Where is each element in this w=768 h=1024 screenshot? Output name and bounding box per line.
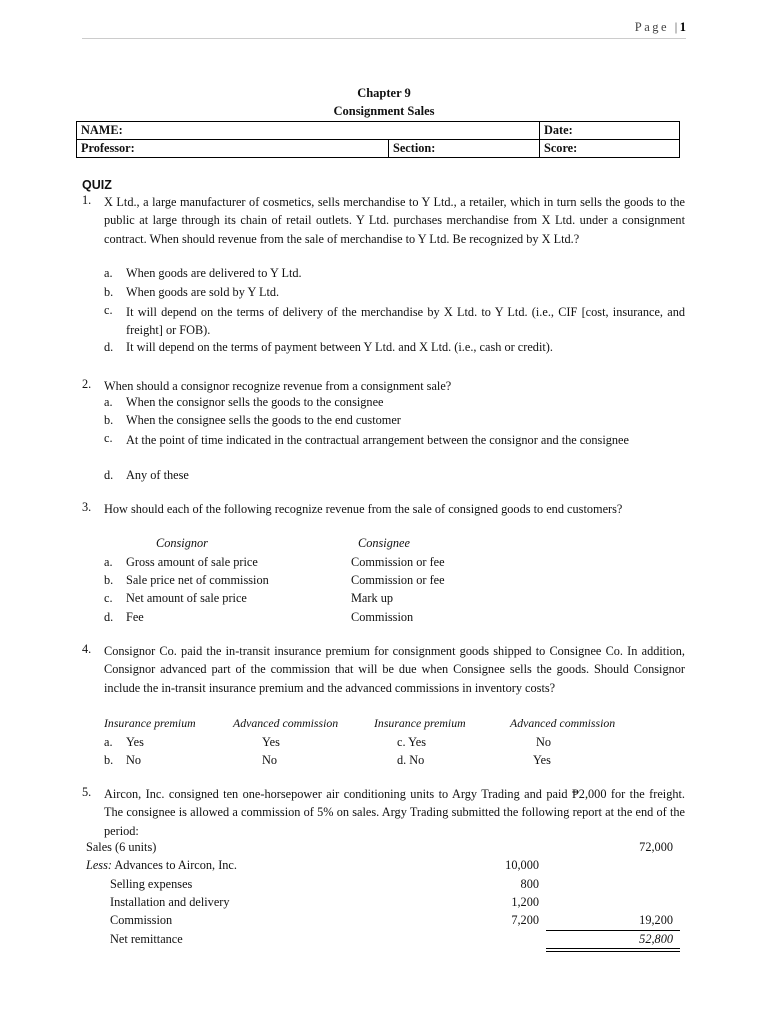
q3-d-consignor[interactable]: Fee <box>126 610 144 624</box>
q3-letter-c: c. <box>104 591 113 605</box>
q4-text: Consignor Co. paid the in-transit insurance premium for consignment goods shipped to Consignee Co. In addition, Consignor advanced part of the commission that will be due when Consignee sells the goods. Should Consignor include the in-transit insurance premium and the advanced commissions in inventory costs? <box>104 644 685 695</box>
date-field[interactable]: Date: <box>540 122 680 140</box>
name-field[interactable]: NAME: <box>77 122 540 140</box>
q2-option-b[interactable]: When the consignee sells the goods to the end customer <box>126 413 401 427</box>
q3-b-consignor[interactable]: Sale price net of commission <box>126 573 269 587</box>
section-field[interactable]: Section: <box>389 140 540 158</box>
q1-option-c[interactable]: It will depend on the terms of delivery of the merchandise by X Ltd. to Y Ltd. (i.e., CIF [cost, insurance, and freight] or FOB). <box>126 305 685 338</box>
report-installation-label: Installation and delivery <box>110 895 230 909</box>
q3-d-consignee[interactable]: Commission <box>351 610 414 624</box>
q4-letter-a: a. <box>104 735 113 749</box>
q2-option-d[interactable]: Any of these <box>126 468 189 482</box>
q4-letter-b: b. <box>104 753 114 767</box>
q3-col-consignee: Consignee <box>358 536 410 550</box>
q4-b-commission[interactable]: No <box>262 753 278 767</box>
q4-a-insurance[interactable]: Yes <box>126 735 144 749</box>
subtotal-rule <box>546 930 680 931</box>
page-header <box>635 20 686 35</box>
q4-header-3: Insurance premium <box>374 716 466 730</box>
q4-header-4: Advanced commission <box>510 716 616 730</box>
report-commission-value: 7,200 <box>511 913 539 927</box>
q3-c-consignor[interactable]: Net amount of sale price <box>126 591 247 605</box>
score-field[interactable]: Score: <box>540 140 680 158</box>
report-net-value: 52,800 <box>639 932 673 946</box>
q2-letter-b: b. <box>104 413 114 427</box>
total-rule-2 <box>546 951 680 952</box>
report-advances-value: 10,000 <box>505 858 539 872</box>
q2-letter-d: d. <box>104 468 114 482</box>
q2-letter-c: c. <box>104 431 113 445</box>
q3-a-consignor[interactable]: Gross amount of sale price <box>126 555 258 569</box>
report-installation-value: 1,200 <box>511 895 539 909</box>
report-selling-value: 800 <box>520 877 539 891</box>
q3-col-consignor: Consignor <box>156 536 208 550</box>
q4-header-1: Insurance premium <box>104 716 196 730</box>
q1-option-a[interactable]: When goods are delivered to Y Ltd. <box>126 266 302 280</box>
q2-option-a[interactable]: When the consignor sells the goods to the consignee <box>126 395 384 409</box>
q4-c-insurance[interactable]: c. Yes <box>397 735 427 749</box>
q3-b-consignee[interactable]: Commission or fee <box>351 573 445 587</box>
q1-letter-a: a. <box>104 266 113 280</box>
q3-letter-a: a. <box>104 555 113 569</box>
total-rule-1 <box>546 948 680 949</box>
page-separator: | <box>674 20 680 34</box>
q4-d-commission[interactable]: Yes <box>533 753 551 767</box>
q2-text: When should a consignor recognize revenue from a consignment sale? <box>104 379 452 393</box>
q1-letter-b: b. <box>104 285 114 299</box>
report-advances-label: Advances to Aircon, Inc. <box>114 858 237 872</box>
q4-a-commission[interactable]: Yes <box>262 735 280 749</box>
quiz-heading: QUIZ <box>82 178 112 192</box>
professor-field[interactable]: Professor: <box>77 140 389 158</box>
q1-text: X Ltd., a large manufacturer of cosmetics, sells merchandise to Y Ltd., a retailer, which in turn sells the goods to the public at large through its chain of retail outlets. Y Ltd. purchases merchandise from X Ltd. under a consignment contract. When should revenue from the sale of merchandise to Y Ltd. Be recognized by X Ltd.? <box>104 195 685 246</box>
q3-a-consignee[interactable]: Commission or fee <box>351 555 445 569</box>
report-less-prefix: Less: <box>86 858 112 872</box>
student-info-table <box>76 121 680 158</box>
q1-letter-d: d. <box>104 340 114 354</box>
q1-number: 1. <box>82 193 92 207</box>
q3-c-consignee[interactable]: Mark up <box>351 591 394 605</box>
q2-number: 2. <box>82 377 92 391</box>
q4-b-insurance[interactable]: No <box>126 753 142 767</box>
report-deductions-total: 19,200 <box>639 913 673 927</box>
q5-number: 5. <box>82 785 92 799</box>
chapter-title: Chapter 9 <box>357 86 411 100</box>
q3-text: How should each of the following recognize revenue from the sale of consigned goods to end customers? <box>104 502 623 516</box>
q1-option-b[interactable]: When goods are sold by Y Ltd. <box>126 285 280 299</box>
q1-letter-c: c. <box>104 303 113 317</box>
q4-number: 4. <box>82 642 92 656</box>
q3-number: 3. <box>82 500 92 514</box>
report-commission-label: Commission <box>110 913 173 927</box>
report-net-label: Net remittance <box>110 932 183 946</box>
page-number: 1 <box>679 20 686 34</box>
page-word: Page <box>634 20 670 34</box>
chapter-subject: Consignment Sales <box>333 104 435 118</box>
q4-header-2: Advanced commission <box>233 716 339 730</box>
q4-d-insurance[interactable]: d. No <box>397 753 425 767</box>
report-sales-value: 72,000 <box>639 840 673 854</box>
q5-text: Aircon, Inc. consigned ten one-horsepower air conditioning units to Argy Trading and paid ₱2,000 for the freight. The consignee is allowed a commission of 5% on sales. Argy Trading submitted the following report at the end of the period: <box>104 787 685 838</box>
header-rule <box>82 38 686 39</box>
q3-letter-b: b. <box>104 573 114 587</box>
q2-letter-a: a. <box>104 395 113 409</box>
q2-option-c[interactable]: At the point of time indicated in the contractual arrangement between the consignor and the consignee <box>126 433 629 447</box>
report-selling-label: Selling expenses <box>110 877 193 891</box>
report-sales-label: Sales (6 units) <box>86 840 157 854</box>
q3-letter-d: d. <box>104 610 114 624</box>
q4-c-commission[interactable]: No <box>536 735 552 749</box>
q1-option-d[interactable]: It will depend on the terms of payment between Y Ltd. and X Ltd. (i.e., cash or credit). <box>126 340 553 354</box>
